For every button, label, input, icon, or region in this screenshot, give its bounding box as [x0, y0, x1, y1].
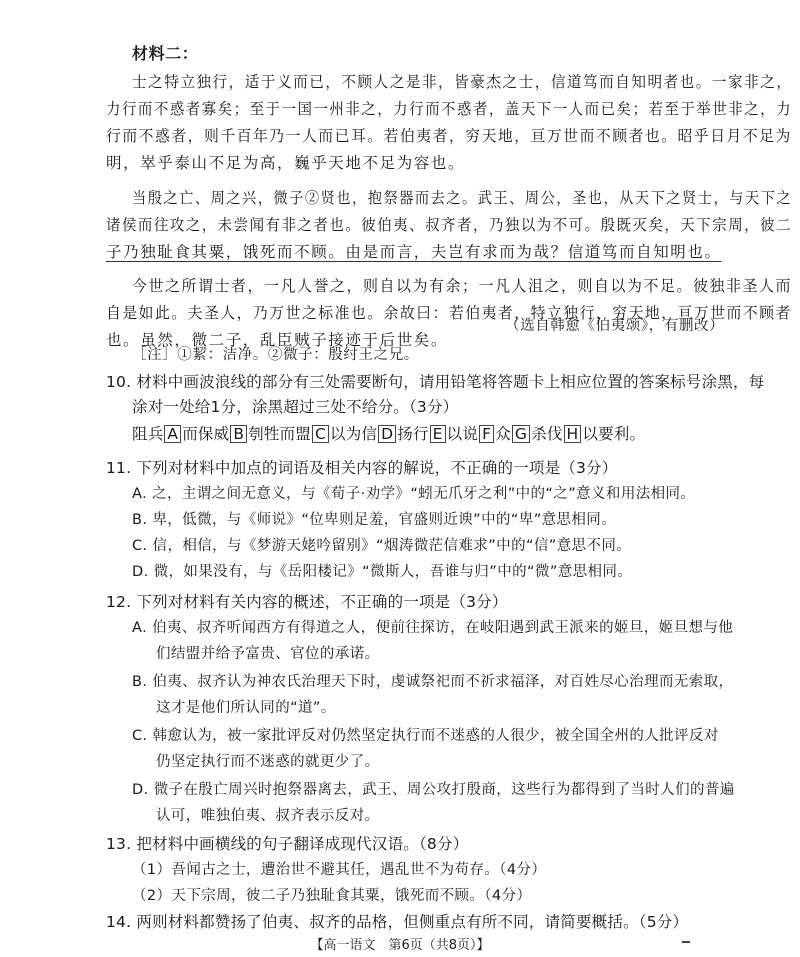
q12-option-a-cont: 们结盟并给予富贵、官位的承诺。	[156, 646, 380, 662]
material-line: 诸侯而往攻之，未尝闻有非之者也。彼伯夷、叔齐者，乃独以为不可。殷既灭矣，天下宗周，彼二	[106, 216, 793, 234]
segment-text: 而保威	[182, 425, 230, 443]
break-option-g[interactable]: G	[512, 425, 530, 443]
corner-mark	[682, 941, 690, 943]
material-line: 明，崒乎泰山不足为高，巍乎天地不足为容也。	[106, 154, 466, 172]
material-line: 当殷之亡、周之兴，微子②贤也，抱祭器而去之。武王、周公，圣也，从天下之贤士，与天下之	[132, 189, 793, 207]
q12-option-c[interactable]: C. 韩愈认为，被一家批评反对仍然坚定执行而不迷惑的人很少，被全国全州的人批评反对	[132, 728, 719, 744]
segment-text: 刳牲而盟	[248, 425, 311, 443]
segment-text: 阻兵	[132, 425, 164, 443]
segment-text: 众	[495, 425, 511, 443]
q11-option-c[interactable]: C. 信，相信，与《梦游天姥吟留别》“烟涛微茫信难求”中的“信”意思不同。	[132, 538, 632, 554]
break-option-a[interactable]: A	[164, 425, 181, 443]
material-line: 力行而不惑者寡矣；至于一国一州非之，力行而不惑者，盖天下一人而已矣；若至于举世非之，力	[106, 100, 793, 118]
material-line-underlined: 子乃独耻食其粟，饿死而不顾。由是而言，夫岂有求而为哉？信道笃而自知明也。	[106, 243, 722, 261]
q10-break-options	[132, 424, 645, 444]
q11-stem: 11. 下列对材料中加点的词语及相关内容的解说，不正确的一项是（3分）	[106, 459, 618, 477]
segment-text: 以要利。	[582, 425, 646, 443]
break-option-c[interactable]: C	[312, 425, 329, 443]
q13-sentence-2: （2）天下宗周，彼二子乃独耻食其粟，饿死而不顾。（4分）	[132, 888, 532, 904]
segment-text: 以为信	[330, 425, 378, 443]
q13-stem: 13. 把材料中画横线的句子翻译成现代汉语。（8分）	[106, 835, 469, 853]
segment-text: 扬行	[397, 425, 429, 443]
segment-text: 以说	[446, 425, 479, 443]
material-line: 士之特立独行，适于义而已，不顾人之是非，皆豪杰之士，信道笃而自知明者也。一家非之，	[132, 73, 793, 91]
break-option-b[interactable]: B	[230, 425, 247, 443]
q11-option-a[interactable]: A. 之，主谓之间无意义，与《荀子·劝学》“蚓无爪牙之利”中的“之”意义和用法相同。	[132, 486, 696, 502]
material-line: 自是如此。夫圣人，乃万世之标准也。余故曰：若伯夷者，特立独行，穷天地，亘万世而不顾者	[106, 304, 792, 322]
material-heading: 材料二：	[132, 44, 199, 63]
material-line: 行而不惑者，则千百年乃一人而已耳。若伯夷者，穷天地，亘万世而不顾者也。昭乎日月不足为	[106, 127, 792, 145]
material-source: （选自韩愈《伯夷颂》，有删改）	[505, 318, 725, 334]
q10-stem: 10. 材料中画波浪线的部分有三处需要断句，请用铅笔将答题卡上相应位置的答案标号涂黑，每	[106, 373, 765, 391]
q11-option-d[interactable]: D. 微，如果没有，与《岳阳楼记》“微斯人，吾谁与归”中的“微”意思相同。	[132, 564, 633, 580]
q12-stem: 12. 下列对材料有关内容的概述，不正确的一项是（3分）	[106, 593, 508, 611]
page-footer: 【高一语文 第6页（共8页）】	[310, 938, 490, 953]
q12-option-d-cont: 认可，唯独伯夷、叔齐表示反对。	[156, 808, 380, 824]
break-option-h[interactable]: H	[564, 425, 582, 443]
q14-stem: 14. 两则材料都赞扬了伯夷、叔齐的品格，但侧重点有所不同，请简要概括。（5分）	[106, 913, 689, 931]
material-line: 今世之所谓士者，一凡人誉之，则自以为有余；一凡人沮之，则自以为不足。彼独非圣人而	[132, 277, 793, 295]
q11-option-b[interactable]: B. 卑，低微，与《师说》“位卑则足羞，官盛则近谀”中的“卑”意思相同。	[132, 512, 617, 528]
q12-option-b-cont: 这才是他们所认同的“道”。	[156, 700, 336, 716]
break-option-e[interactable]: E	[430, 425, 446, 443]
material-line: 也。虽然，微二子，乱臣贼子接迹于后世矣。	[106, 331, 449, 349]
q10-stem-cont: 涂对一处给1分，涂黑超过三处不给分。（3分）	[132, 398, 459, 416]
q13-sentence-1: （1）吾闻古之士，遭治世不避其任，遇乱世不为苟存。（4分）	[132, 862, 547, 878]
break-option-f[interactable]: F	[479, 425, 494, 443]
segment-text: 杀伐	[531, 425, 563, 443]
material-note: ［注］①絜：洁净。②微子：殷纣王之兄。	[132, 347, 419, 363]
q12-option-b[interactable]: B. 伯夷、叔齐认为神农氏治理天下时，虔诚祭祀而不祈求福泽，对百姓尽心治理而无索取，	[132, 674, 734, 690]
q12-option-d[interactable]: D. 微子在殷亡周兴时抱祭器离去，武王、周公攻打殷商，这些行为都得到了当时人们的普遍	[132, 782, 735, 798]
q12-option-c-cont: 仍坚定执行而不迷惑的就更少了。	[156, 754, 380, 770]
q12-option-a[interactable]: A. 伯夷、叔齐听闻西方有得道之人，便前往探访，在岐阳遇到武王派来的姬旦，姬旦想与他	[132, 620, 734, 636]
break-option-d[interactable]: D	[378, 425, 396, 443]
